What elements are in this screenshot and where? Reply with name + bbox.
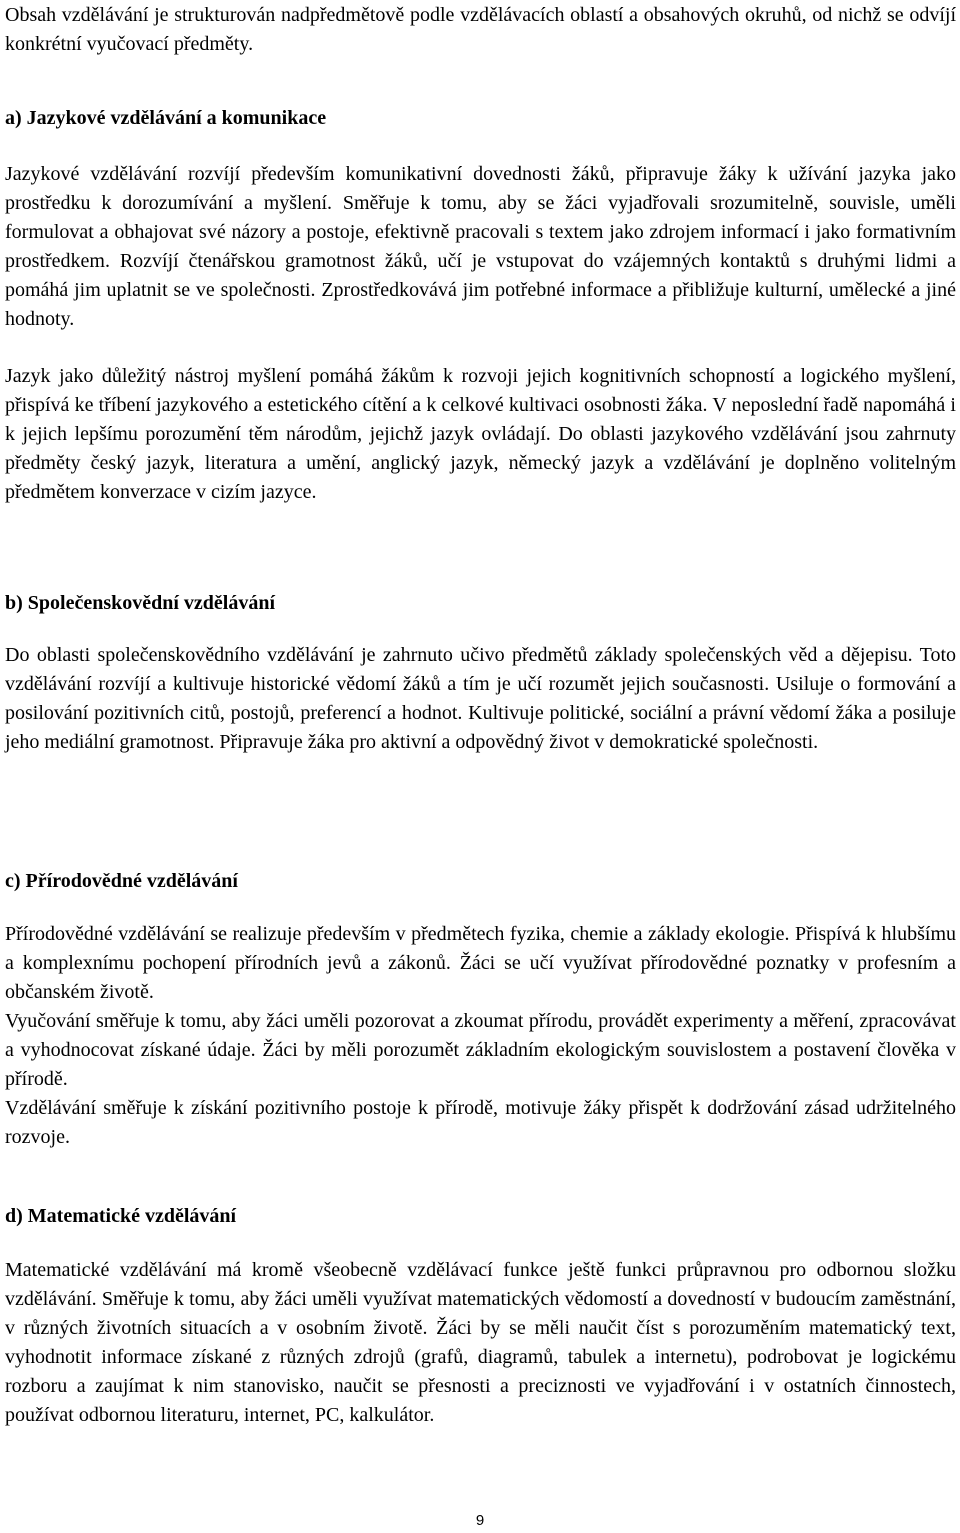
section-heading-natural-sciences: c) Přírodovědné vzdělávání — [5, 870, 238, 892]
section-paragraph: Vyučování směřuje k tomu, aby žáci uměli pozorovat a zkoumat přírodu, provádět experimenty a měření, zpracovávat a vyhodnocovat získané údaje. Žáci by měli porozumět základním ekologickým souvislostem a postavení člověka v přírodě. — [5, 1010, 956, 1090]
section-heading-social-sciences: b) Společenskovědní vzdělávání — [5, 592, 276, 614]
section-paragraph: Přírodovědné vzdělávání se realizuje především v předmětech fyzika, chemie a základy ekologie. Přispívá k hlubšímu a komplexnímu pochopení přírodních jevů a zákonů. Žáci se učí využívat přírodovědné poznatky v profesním a občanském životě. — [5, 923, 956, 1003]
section-paragraph: Do oblasti společenskovědního vzdělávání je zahrnuto učivo předmětů základy společenských věd a dějepisu. Toto vzdělávání rozvíjí a kultivuje historické vědomí žáků a tím je učí rozumět jejich současnosti. Usiluje o formování a posilování pozitivních citů, postojů, preferencí a hodnot. Kultivuje politické, sociální a právní vědomí žáka a posiluje jeho mediální gramotnost. Připravuje žáka pro aktivní a odpovědný život v demokratické společnosti. — [5, 644, 956, 753]
page-number: 9 — [475, 1512, 485, 1529]
section-paragraph: Jazyk jako důležitý nástroj myšlení pomáhá žákům k rozvoji jejich kognitivních schopností a logického myšlení, přispívá ke tříbení jazykového a estetického cítění a k celkové kultivaci osobnosti žáka. V neposlední řadě napomáhá i k jejich lepšímu porozumění těm národům, jejichž jazyk ovládají. Do oblasti jazykového vzdělávání jsou zahrnuty předměty český jazyk, literatura a umění, anglický jazyk, německý jazyk a vzdělávání je doplněno volitelným předmětem konverzace v cizím jazyce. — [5, 365, 956, 503]
section-heading-mathematics: d) Matematické vzdělávání — [5, 1205, 237, 1227]
section-paragraph: Jazykové vzdělávání rozvíjí především komunikativní dovednosti žáků, připravuje žáky k užívání jazyka jako prostředku k dorozumívání a myšlení. Směřuje k tomu, aby se žáci vyjadřovali srozumitelně, souvisle, uměli formulovat a obhajovat své názory a postoje, efektivně pracovali s textem jako zdrojem informací i jako formativním prostředkem. Rozvíjí čtenářskou gramotnost žáků, učí je vstupovat do vzájemných kontaktů s druhými lidmi a pomáhá jim uplatnit se ve společnosti. Zprostředkovává jim potřebné informace a přibližuje kulturní, umělecké a jiné hodnoty. — [5, 163, 956, 330]
section-paragraph: Vzdělávání směřuje k získání pozitivního postoje k přírodě, motivuje žáky přispět k dodržování zásad udržitelného rozvoje. — [5, 1097, 956, 1148]
section-heading-language: a) Jazykové vzdělávání a komunikace — [5, 107, 327, 129]
intro-paragraph: Obsah vzdělávání je strukturován nadpředmětově podle vzdělávacích oblastí a obsahových okruhů, od nichž se odvíjí konkrétní vyučovací předměty. — [5, 4, 956, 55]
section-paragraph: Matematické vzdělávání má kromě všeobecně vzdělávací funkce ještě funkci průpravnou pro odbornou složku vzdělávání. Směřuje k tomu, aby žáci uměli využívat matematických vědomostí a dovedností v budoucím zaměstnání, v různých životních situacích a v osobním životě. Žáci by se měli naučit číst s porozuměním matematický text, vyhodnotit informace získané z různých zdrojů (grafů, diagramů, tabulek a internetu), podrobovat je logickému rozboru a zaujímat k nim stanovisko, naučit se přesnosti a preciznosti ve vyjadřování i v ostatních činnostech, používat odbornou literaturu, internet, PC, kalkulátor. — [5, 1259, 956, 1426]
